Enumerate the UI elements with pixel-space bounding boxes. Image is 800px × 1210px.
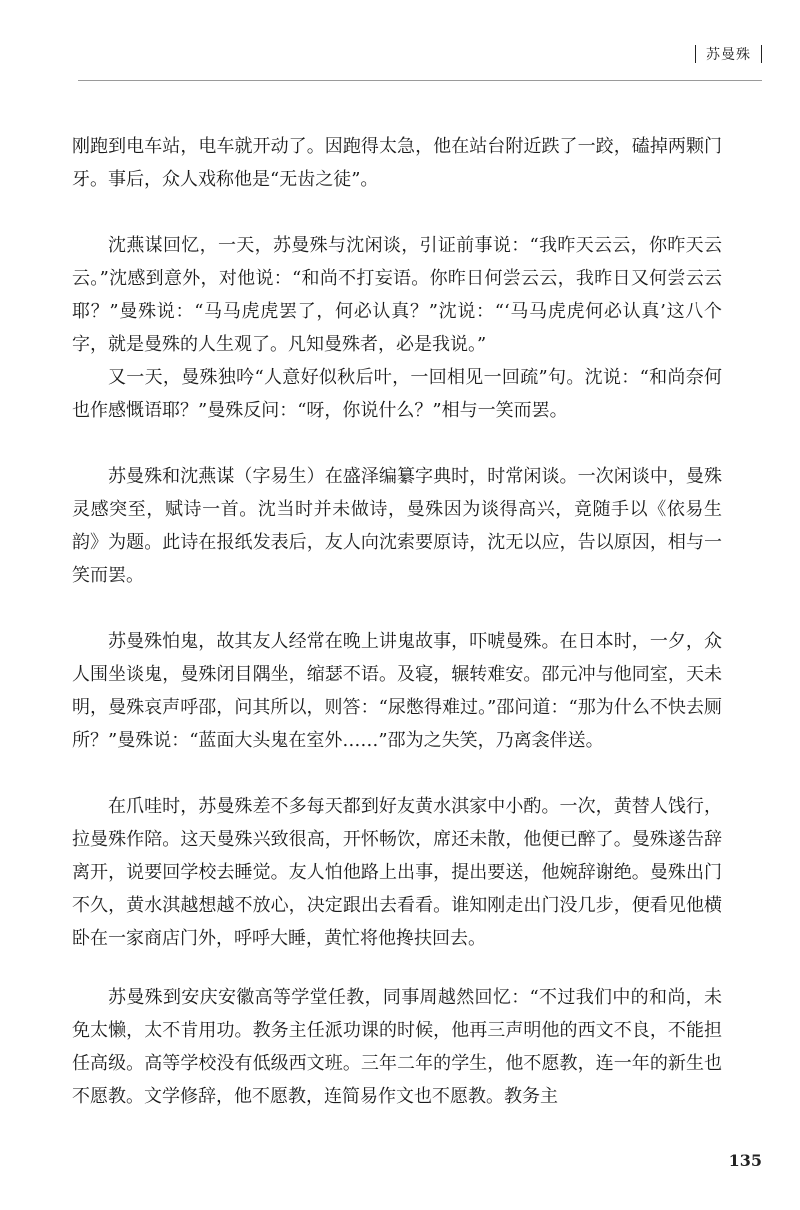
paragraph: 苏曼殊怕鬼，故其友人经常在晚上讲鬼故事，吓唬曼殊。在日本时，一夕，众人围坐谈鬼，曼殊闭目隅坐，缩瑟不语。及寝，辗转难安。邵元冲与他同室，天未明，曼殊哀声呼邵，问其所以，则答：“尿憋得难过。”邵问道：“那为什么不快去厕所？”曼殊说：“蓝面大头鬼在室外……”邵为之失笑，乃离衾伴送。 — [72, 631, 722, 751]
running-head — [695, 44, 762, 64]
page-number: 135 — [728, 1151, 762, 1170]
page-body — [72, 130, 722, 1113]
paragraph: 刚跑到电车站，电车就开动了。因跑得太急，他在站台附近跌了一跤，磕掉两颗门牙。事后，众人戏称他是“无齿之徒”。 — [72, 136, 722, 190]
header-rule — [78, 80, 762, 81]
paragraph: 在爪哇时，苏曼殊差不多每天都到好友黄水淇家中小酌。一次，黄替人饯行，拉曼殊作陪。这天曼殊兴致很高，开怀畅饮，席还未散，他便已醉了。曼殊遂告辞离开，说要回学校去睡觉。友人怕他路上出事，提出要送，他婉辞谢绝。曼殊出门不久，黄水淇越想越不放心，决定跟出去看看。谁知刚走出门没几步，便看见他横卧在一家商店门外，呼呼大睡，黄忙将他搀扶回去。 — [72, 796, 722, 949]
paragraph: 又一天，曼殊独吟“人意好似秋后叶，一回相见一回疏”句。沈说：“和尚奈何也作感慨语耶？”曼殊反问：“呀，你说什么？”相与一笑而罢。 — [72, 367, 722, 421]
paragraph: 苏曼殊到安庆安徽高等学堂任教，同事周越然回忆：“不过我们中的和尚，未免太懒，太不肯用功。教务主任派功课的时候，他再三声明他的西文不良，不能担任高级。高等学校没有低级西文班。三年二年的学生，他不愿教，连一年的新生也不愿教。文学修辞，他不愿教，连简易作文也不愿教。教务主 — [72, 987, 722, 1107]
running-head-divider-left — [695, 45, 696, 63]
paragraph: 苏曼殊和沈燕谋（字易生）在盛泽编纂字典时，时常闲谈。一次闲谈中，曼殊灵感突至，赋诗一首。沈当时并未做诗，曼殊因为谈得高兴，竟随手以《依易生韵》为题。此诗在报纸发表后，友人向沈索要原诗，沈无以应，告以原因，相与一笑而罢。 — [72, 466, 722, 586]
running-head-title: 苏曼殊 — [706, 47, 751, 63]
paragraph: 沈燕谋回忆，一天，苏曼殊与沈闲谈，引证前事说：“我昨天云云，你昨天云云。”沈感到意外，对他说：“和尚不打妄语。你昨日何尝云云，我昨日又何尝云云耶？”曼殊说：“马马虎虎罢了，何必认真？”沈说：“‘马马虎虎何必认真’这八个字，就是曼殊的人生观了。凡知曼殊者，必是我说。” — [72, 235, 722, 355]
running-head-divider-right — [761, 45, 762, 63]
